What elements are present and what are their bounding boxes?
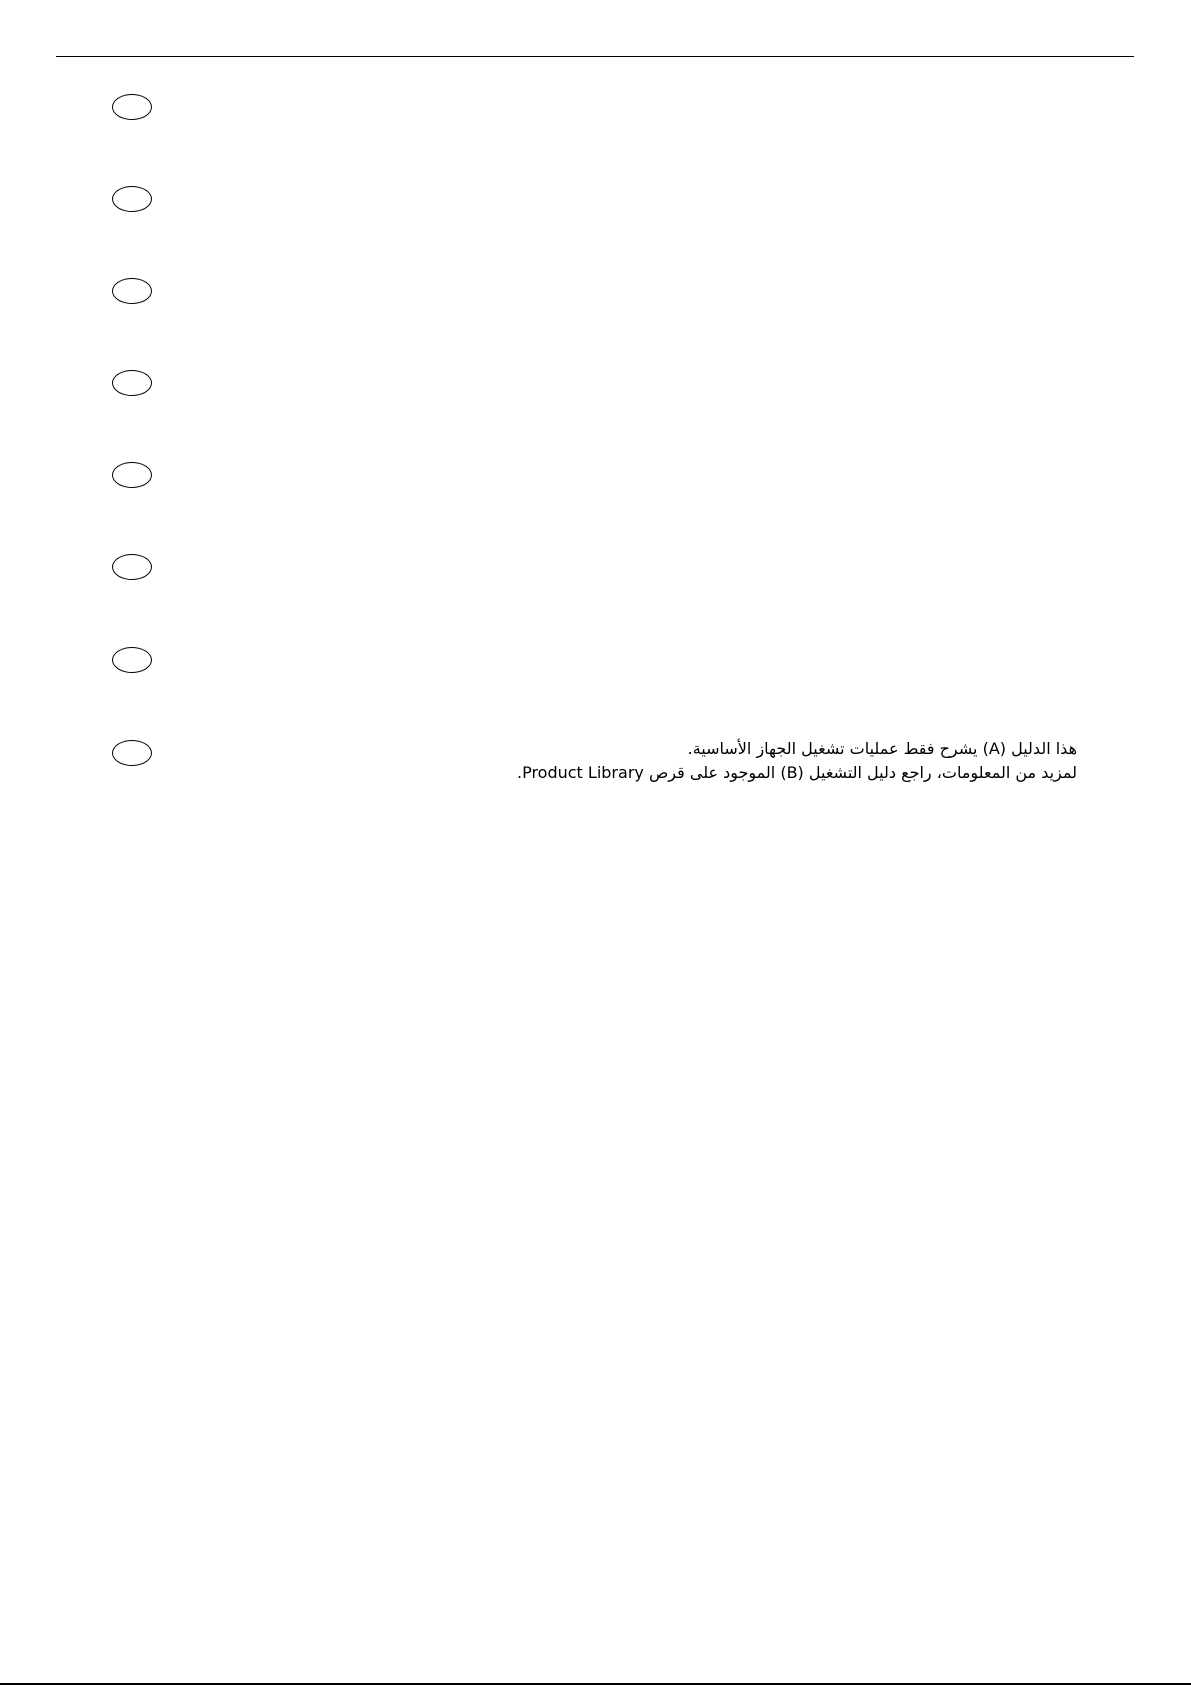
language-marker-circle bbox=[112, 370, 152, 396]
notice-line-1: هذا الدليل (A) يشرح فقط عمليات تشغيل الجهاز الأساسية. bbox=[687, 739, 1077, 758]
language-marker-circle bbox=[112, 186, 152, 212]
language-marker-circle bbox=[112, 554, 152, 580]
language-marker-circle bbox=[112, 647, 152, 673]
notice-line-2: لمزيد من المعلومات، راجع دليل التشغيل (B) الموجود على قرص Product Library. bbox=[516, 763, 1077, 782]
header-rule bbox=[56, 56, 1134, 57]
language-marker-circle bbox=[112, 278, 152, 304]
language-marker-circle bbox=[112, 94, 152, 120]
language-marker-circle bbox=[112, 462, 152, 488]
arabic-manual-notice bbox=[377, 737, 1077, 785]
language-marker-circle bbox=[112, 740, 152, 766]
